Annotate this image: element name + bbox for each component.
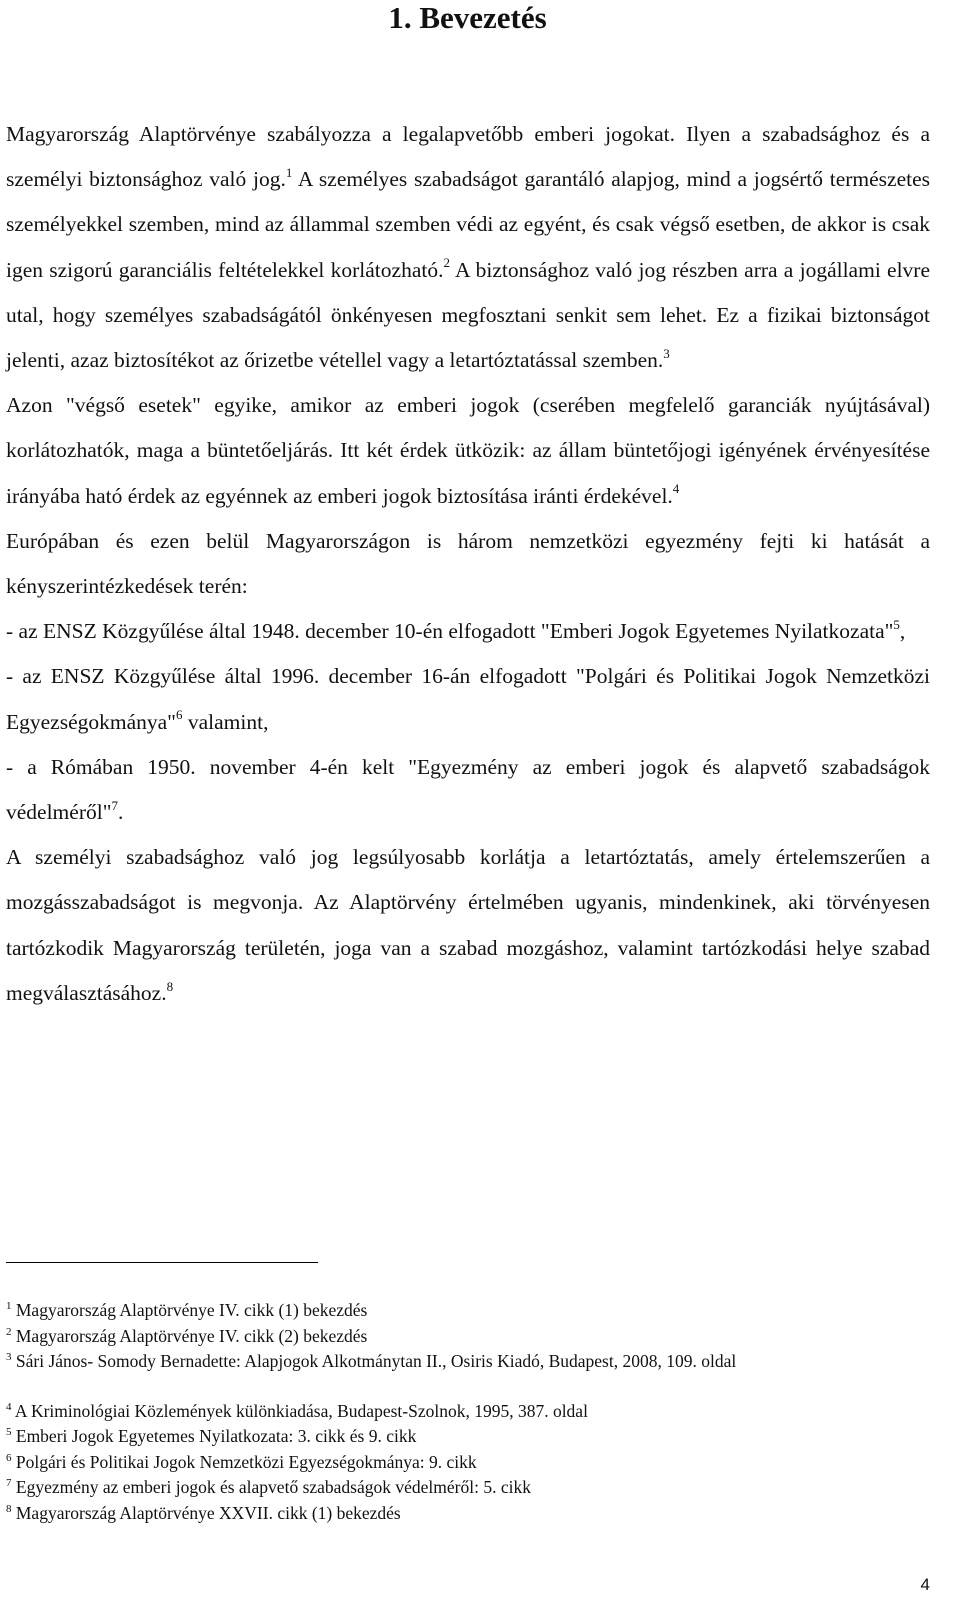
footnote-text: A Kriminológiai Közlemények különkiadása, Budapest-Szolnok, 1995, 387. oldal (11, 1400, 588, 1421)
footnote-text: Magyarország Alaptörvénye IV. cikk (2) bekezdés (11, 1325, 368, 1346)
footnote-text: Egyezmény az emberi jogok és alapvető szabadságok védelméről: 5. cikk (11, 1477, 531, 1497)
text-segment: . (117, 800, 124, 825)
page-number: 4 (920, 1575, 930, 1594)
footnote-text: Magyarország Alaptörvénye XXVII. cikk (1) bekezdés (11, 1502, 401, 1523)
footnote-number: 7 (6, 1477, 12, 1490)
footnote-item (6, 1324, 936, 1350)
footnote-item (6, 1450, 936, 1476)
footnote-number: 1 (6, 1300, 12, 1313)
body-text (6, 112, 930, 1016)
text-segment: - az ENSZ Közgyűlése által 1996. december 16-án elfogadott "Polgári és Politikai Jogok Nemzetközi Egyezségokmánya" (6, 664, 930, 734)
footnote-text: Emberi Jogok Egyetemes Nyilatkozata: 3. cikk és 9. cikk (11, 1426, 417, 1446)
footnote-number: 6 (6, 1451, 12, 1464)
text-segment: A biztonsághoz való jog részben arra a jogállami elvre utal, hogy személyes szabadságától önkényesen megfosztani senkit sem lehet. Ez a fizikai biztonságot jelenti, azaz biztosítékot az őrizetbe vétellel vagy a letartóztatással szemben. (6, 257, 931, 373)
footnote-item (6, 1424, 936, 1450)
text-segment: A személyi szabadsághoz való jog legsúlyosabb korlátja a letartóztatás, amely értelemszerűen a mozgásszabadságot is megvonja. Az Alaptörvény értelmében ugyanis, mindenkinek, aki törvényesen tartózkodik Magyarország területén, joga van a szabad mozgáshoz, valamint tartózkodási helye szabad megválasztásához. (6, 845, 930, 1005)
footnote-item (6, 1475, 936, 1501)
paragraph-arrest (6, 835, 930, 1016)
footnote-number: 8 (6, 1502, 12, 1515)
footnote-text: Polgári és Politikai Jogok Nemzetközi Egyezségokmánya: 9. cikk (11, 1451, 477, 1472)
paragraph-convention-udhr (6, 609, 930, 654)
footnote-text: Sári János- Somody Bernadette: Alapjogok Alkotmánytan II., Osiris Kiadó, Budapest, 2008, 109. oldal (11, 1351, 737, 1371)
paragraph-intro (6, 112, 930, 383)
paragraph-conventions-intro (6, 519, 930, 609)
footnote-item (6, 1399, 936, 1425)
text-segment: Magyarország Alaptörvénye szabályozza a legalapvetőbb emberi jogokat. Ilyen a szabadsághoz és a személyi biztonsághoz való jog. (6, 122, 930, 192)
text-segment: - az ENSZ Közgyűlése által 1948. december 10-én elfogadott "Emberi Jogok Egyetemes Nyilatkozata" (6, 619, 894, 644)
footnotes (6, 1298, 936, 1526)
footnote-spacer (6, 1375, 936, 1399)
footnote-ref[interactable]: 3 (663, 345, 670, 361)
section-heading: 1. Bevezetés (388, 0, 547, 35)
footnote-number: 3 (6, 1351, 12, 1364)
text-segment: A személyes szabadságot garantáló alapjog, mind a jogsértő természetes személyekkel szemben, mind az állammal szemben védi az egyént, és csak végső esetben, de akkor is csak igen szigorú garanciális feltételekkel korlátozható. (6, 167, 930, 282)
paragraph-criminal-procedure (6, 383, 930, 519)
footnote-ref[interactable]: 2 (443, 255, 450, 271)
footnote-ref[interactable]: 7 (111, 797, 118, 813)
text-segment: , (899, 619, 906, 644)
paragraph-convention-echr (6, 745, 930, 835)
footnote-divider (6, 1262, 318, 1263)
footnote-ref[interactable]: 6 (175, 707, 183, 723)
footnote-number: 4 (6, 1400, 12, 1413)
text-segment: Európában és ezen belül Magyarországon is három nemzetközi egyezmény fejti ki hatását a kényszerintézkedések terén: (6, 528, 930, 599)
text-segment: Azon "végső esetek" egyike, amikor az emberi jogok (cserében megfelelő garanciák nyújtásával) korlátozhatók, maga a büntetőeljárás. Itt két érdek ütközik: az állam büntetőjogi igényének érvényesítése irányába ható érdek az egyénnek az emberi jogok biztosítása iránti érdekével. (6, 393, 930, 508)
footnote-text: Magyarország Alaptörvénye IV. cikk (1) bekezdés (11, 1300, 368, 1320)
footnote-item (6, 1298, 936, 1324)
footnote-item (6, 1349, 936, 1375)
footnote-ref[interactable]: 5 (893, 617, 900, 633)
footnote-ref[interactable]: 1 (285, 165, 293, 181)
text-segment: valamint, (182, 709, 269, 734)
footnote-number: 5 (6, 1426, 12, 1439)
footnote-ref[interactable]: 4 (672, 481, 680, 497)
footnote-number: 2 (6, 1325, 12, 1338)
text-segment: - a Rómában 1950. november 4-én kelt "Egyezmény az emberi jogok és alapvető szabadságok védelméről" (6, 754, 930, 825)
footnote-ref[interactable]: 8 (166, 978, 174, 994)
paragraph-convention-iccpr (6, 654, 930, 744)
footnote-item (6, 1501, 936, 1527)
